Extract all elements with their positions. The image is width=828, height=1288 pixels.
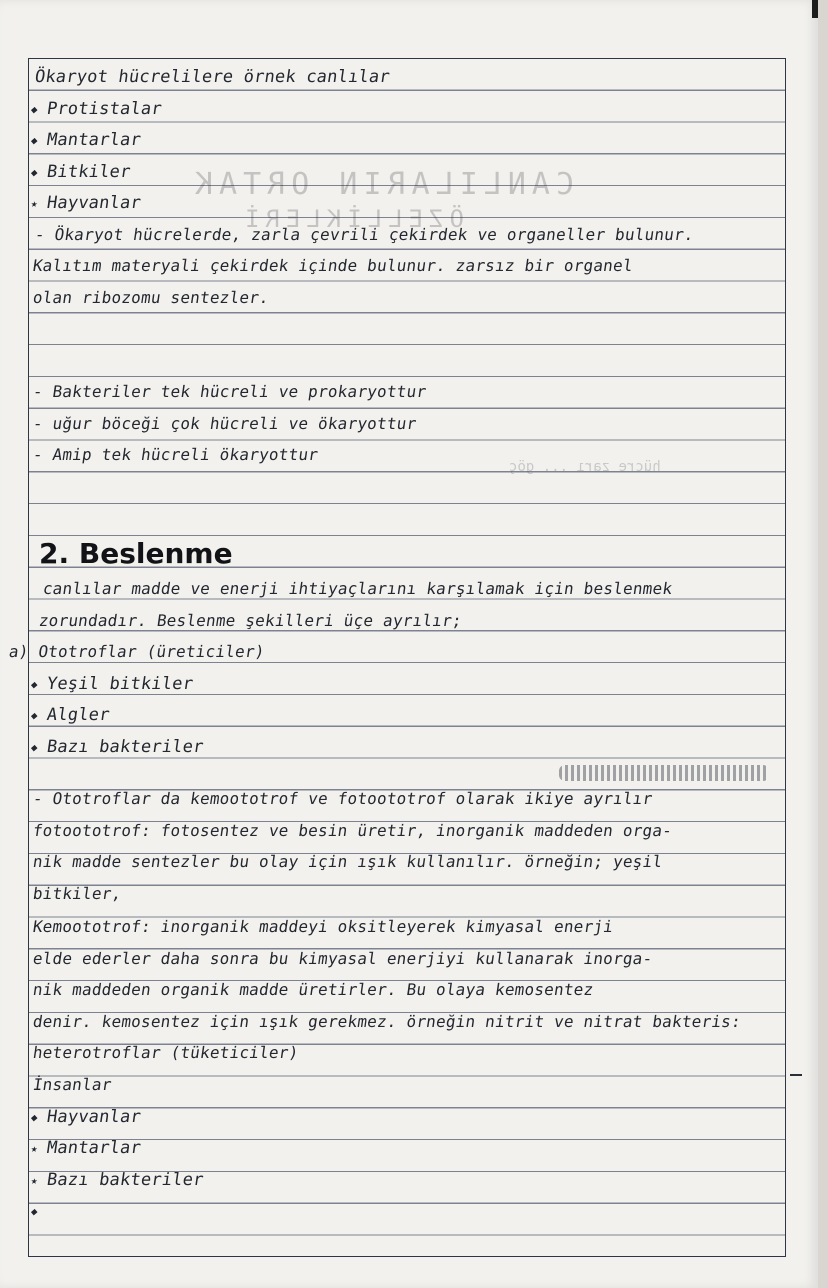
note-line: denir. kemosentez için ışık gerekmez. örneğin nitrit ve nitrat bakteris: [31, 1012, 743, 1031]
bleed-through-faint-text: hücre zarı ... göç [509, 459, 661, 475]
bullet-icon: ◆ [30, 708, 39, 722]
note-line: ◆ Algler [30, 705, 112, 725]
note-line: ◆ Yeşil bitkiler [30, 674, 195, 694]
ruled-lines-area [7, 58, 786, 1257]
note-line: Ökaryot hücrelilere örnek canlılar [33, 67, 392, 87]
note-line: nik madde sentezler bu olay için ışık kullanılır. örneğin; yeşil [31, 852, 664, 871]
bullet-icon: ★ [30, 1141, 39, 1155]
note-line: Kemoototrof: inorganik maddeyi oksitleyerek kimyasal enerji [31, 917, 615, 936]
note-line: olan ribozomu sentezler. [31, 288, 271, 307]
bullet-icon: ◆ [30, 677, 39, 691]
note-line: - uğur böceği çok hücreli ve ökaryottur [31, 414, 418, 433]
note-line: ◆ Protistalar [30, 99, 164, 119]
note-line [30, 1201, 49, 1221]
note-line: zorundadır. Beslenme şekilleri üçe ayrılır; [37, 611, 464, 630]
note-line: a) Ototroflar (üreticiler) [7, 642, 266, 661]
note-line: ◆ Bitkiler [30, 162, 132, 182]
note-line: Kalıtım materyali çekirdek içinde bulunur. zarsız bir organel [31, 256, 635, 275]
note-line: - Ökaryot hücrelerde, zarla çevrili çekirdek ve organeller bulunur. [33, 225, 696, 244]
margin-dash [790, 1074, 802, 1076]
note-line: canlılar madde ve enerji ihtiyaçlarını karşılamak için beslenmek [41, 579, 674, 598]
note-line: ◆ Mantarlar [30, 130, 143, 150]
bullet-icon: ◆ [30, 133, 39, 147]
note-line: ◆ Bazı bakteriler [30, 737, 205, 757]
note-line: ★ Mantarlar [30, 1138, 143, 1158]
note-line: ★ Hayvanlar [30, 193, 143, 213]
bullet-icon: ◆ [30, 165, 39, 179]
note-line: ★ Bazı bakteriler [30, 1170, 205, 1190]
note-line: - Bakteriler tek hücreli ve prokaryottur [31, 382, 428, 401]
section-heading: 2. Beslenme [39, 537, 233, 570]
note-line: ◆ Hayvanlar [30, 1107, 143, 1127]
note-line: nik maddeden organik madde üretirler. Bu olaya kemosentez [31, 980, 595, 999]
note-line: - Ototroflar da kemoototrof ve fotoototrof olarak ikiye ayrılır [31, 789, 654, 808]
bleed-through-title-1: CANLILARIN ORTAK [189, 167, 574, 202]
note-line: heterotroflar (tüketiciler) [31, 1043, 300, 1062]
bullet-icon: ◆ [30, 1110, 39, 1124]
crossed-out-scribble [559, 765, 769, 781]
bullet-icon: ◆ [30, 1204, 39, 1218]
bullet-icon: ◆ [30, 102, 39, 116]
bullet-icon: ★ [30, 1173, 39, 1187]
bullet-icon: ◆ [30, 740, 39, 754]
note-line: elde ederler daha sonra bu kimyasal enerjiyi kullanarak inorga- [31, 949, 654, 968]
page-edge-mark [812, 0, 818, 18]
note-line: İnsanlar [31, 1075, 114, 1094]
note-line: bitkiler, [31, 884, 123, 903]
note-line: - Amip tek hücreli ökaryottur [31, 445, 320, 464]
bleed-through-title-2: ÖZELLİKLERİ [239, 205, 464, 233]
note-line: fotoototrof: fotosentez ve besin üretir, inorganik maddeden orga- [31, 821, 674, 840]
bullet-icon: ★ [30, 196, 39, 210]
